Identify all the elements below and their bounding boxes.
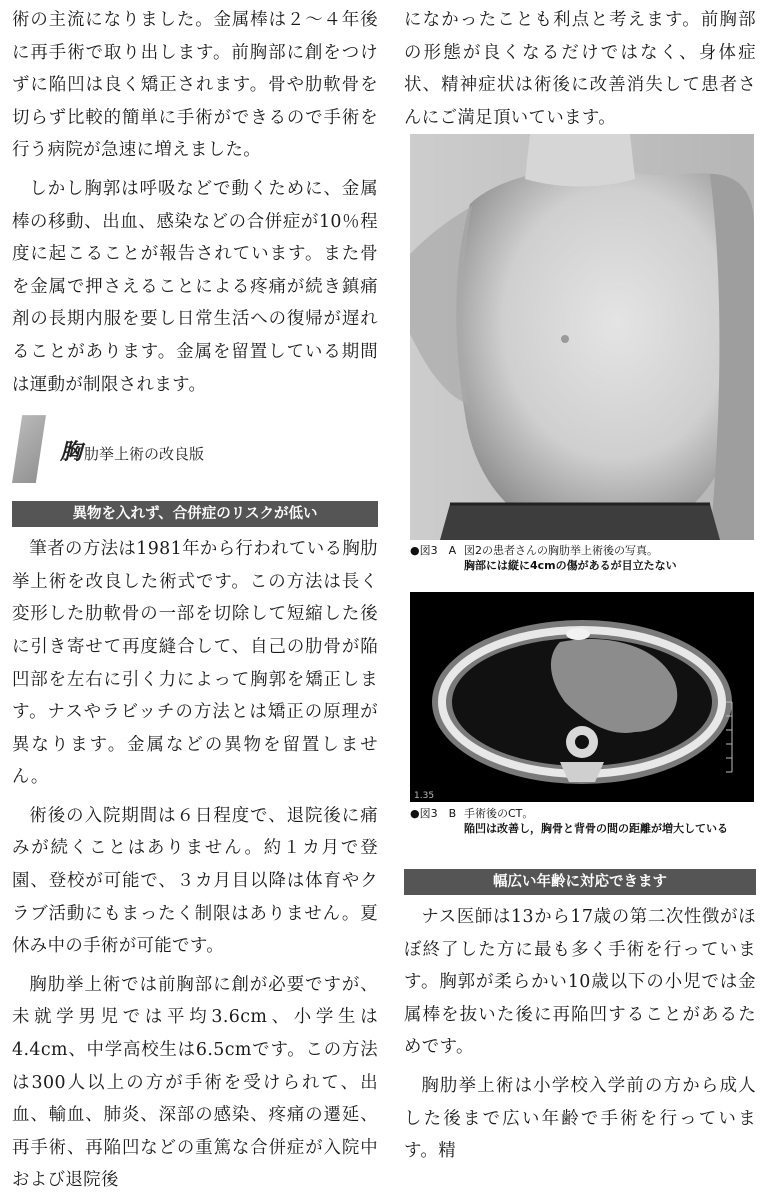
heading-rest: 肋挙上術の改良版	[84, 445, 205, 464]
ct-scan-illustration	[410, 592, 754, 802]
body-paragraph: 筆者の方法は1981年から行われている胸肋挙上術を改良した術式です。この方法は長く変形した肋軟骨の一部を切除して短縮した後に引き寄せて再度縫合して、自己の肋骨が陥凹部を左右に引く力によって胸郭を矯正します。ナスやラビッチの方法とは矯正の原理が異なります。金属などの異物を留置しません。	[12, 539, 378, 788]
section-heading	[12, 415, 378, 485]
ct-corner-text: 1.35	[414, 791, 435, 801]
heading-decoration-bar	[12, 415, 46, 483]
left-column	[12, 0, 378, 1197]
heading-initial: 胸	[60, 440, 83, 466]
body-paragraph: 胸肋挙上術は小学校入学前の方から成人した後まで広い年齢で手術を行っています。精	[404, 1075, 756, 1162]
section-heading-text	[60, 435, 204, 466]
body-paragraph: になかったことも利点と考えます。前胸部の形態が良くなるだけではなく、身体症状、精神症状は術後に改善消失して患者さんにご満足頂いています。	[404, 10, 756, 128]
figure-3a-photo	[410, 134, 754, 540]
body-paragraph: 術後の入院期間は６日程度で、退院後に痛みが続くことはありません。約１カ月で登園、登校が可能で、３カ月目以降は体育やクラブ活動にもまったく制限はありません。夏休み中の手術が可能です。	[12, 805, 378, 957]
body-paragraph: ナス医師は13から17歳の第二次性徴がほぼ終了した方に最も多く手術を行っています。胸郭が柔らかい10歳以下の小児では金属棒を抜いた後に再陥凹することがあるためです。	[404, 907, 756, 1058]
caption-line: 図2の患者さんの胸肋挙上術後の写真。	[464, 544, 658, 557]
subheading-banner: 幅広い年齢に対応できます	[404, 869, 756, 895]
caption-line: 陥凹は改善し，胸骨と背骨の間の距離が増大している	[464, 822, 728, 835]
body-paragraph: 術の主流になりました。金属棒は２～４年後に再手術で取り出します。前胸部に創をつけずに陥凹は良く矯正されます。骨や肋軟骨を切らず比較的簡単に手術ができるので手術を行う病院が急速に増えました。	[12, 10, 378, 161]
subheading-banner: 異物を入れず、合併症のリスクが低い	[12, 501, 378, 527]
body-paragraph: しかし胸郭は呼吸などで動くために、金属棒の移動、出血、感染などの合併症が10％程度に起こることが報告されています。また骨を金属で押さえることによる疼痛が続き鎮痛剤の長期内服を要し日常生活への復帰が遅れることがあります。金属を留置している期間は運動が制限されます。	[12, 178, 378, 395]
torso-photo-illustration	[410, 134, 754, 540]
figure-3a-caption	[410, 543, 760, 573]
figure-3b-ct-scan	[410, 592, 754, 802]
caption-line: 胸部には縦に4cmの傷があるが目立たない	[464, 559, 677, 572]
figure-3b-caption	[410, 806, 760, 836]
figure-label: ●図3 A	[410, 544, 457, 557]
caption-line: 手術後のCT。	[464, 807, 534, 820]
body-paragraph: 胸肋挙上術では前胸部に創が必要ですが、未就学男児では平均3.6cm、小学生は4.4cm、中学高校生は6.5cmです。この方法は300人以上の方が手術を受けられて、出血、輸血、肺炎、深部の感染、疼痛の遷延、再手術、再陥凹などの重篤な合併症が入院中および退院後	[12, 974, 378, 1191]
right-column-top	[404, 0, 756, 134]
right-column-bottom	[404, 869, 756, 1168]
figure-label: ●図3 B	[410, 807, 457, 820]
